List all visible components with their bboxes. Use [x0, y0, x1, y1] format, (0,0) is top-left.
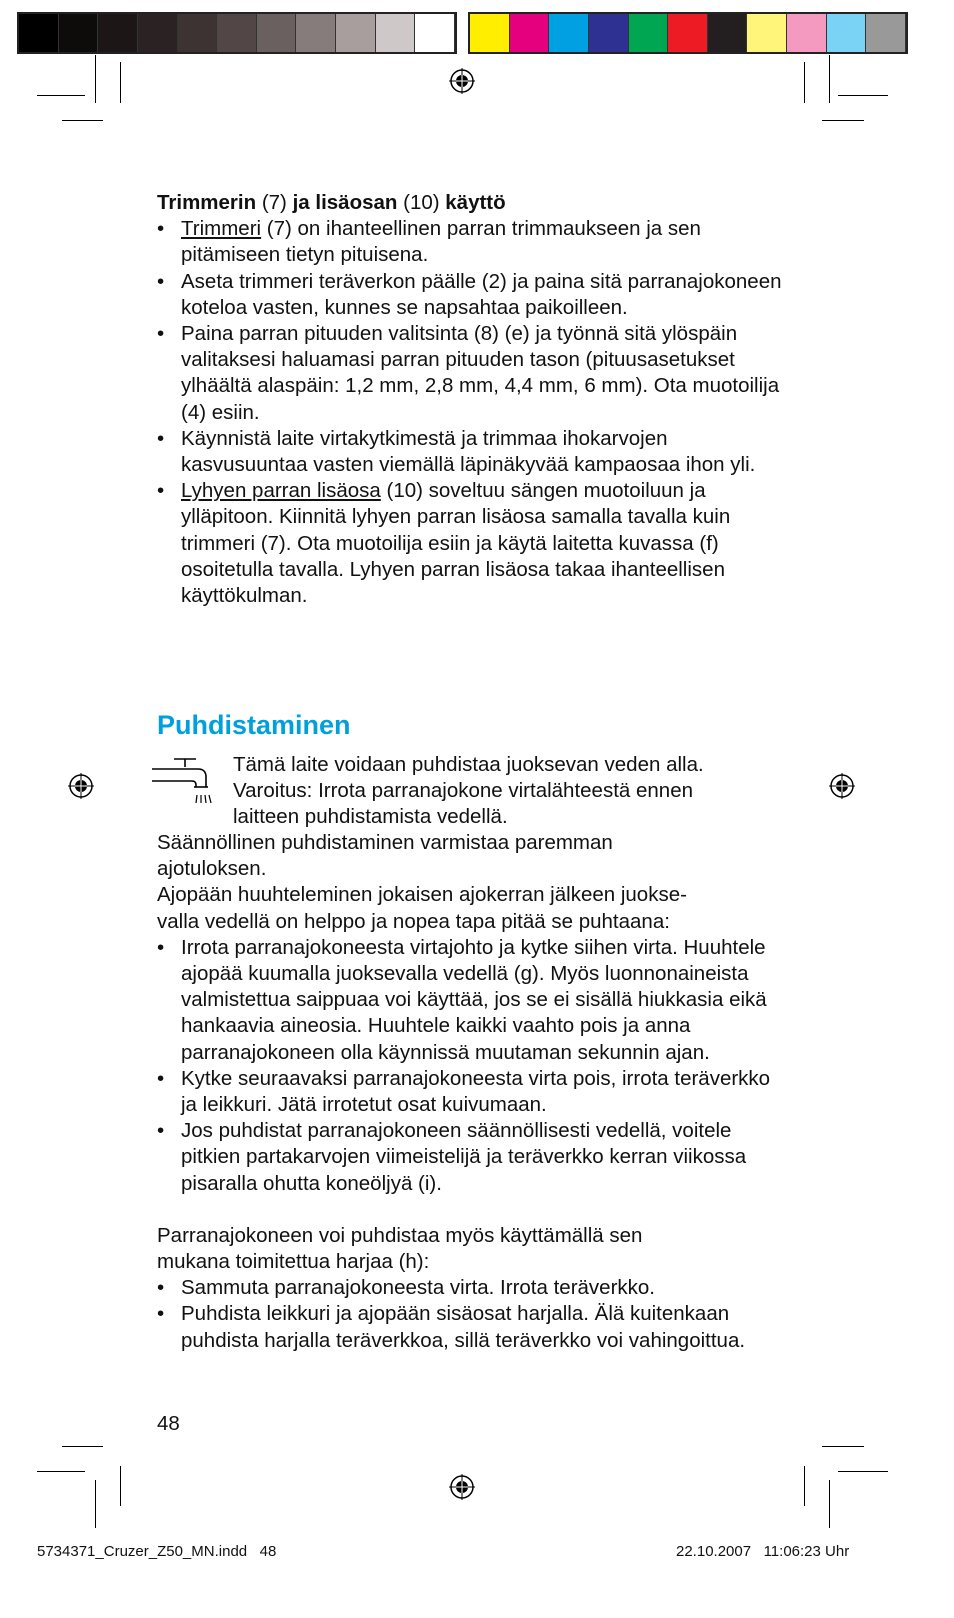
list-item — [157, 478, 797, 609]
cleaning-section — [157, 830, 777, 1354]
registration-mark-icon — [449, 1474, 475, 1500]
crop-mark — [95, 55, 96, 103]
color-swatch — [668, 14, 708, 52]
list-item-text: (7) on ihanteellinen parran trimmaukseen ja sen pitämiseen tietyn pituisena. — [181, 217, 701, 267]
list-item: • Jos puhdistat parranajokoneen säännöllisesti vedellä, voitele pitkien partakarvojen viimeistelijä ja teräverkko kerran viikossa pisaralla ohutta koneöljyä (i). — [157, 1118, 777, 1197]
color-calibration-bar-grayscale — [17, 12, 457, 54]
crop-mark — [829, 55, 830, 103]
color-swatch — [59, 14, 99, 52]
intro-line: Tämä laite voidaan puhdistaa juoksevan veden alla. — [233, 753, 704, 776]
color-swatch — [510, 14, 550, 52]
brush-bullet-list — [157, 1275, 777, 1354]
underlined-term: Trimmeri — [181, 217, 262, 241]
crop-mark — [62, 1446, 103, 1447]
trimmer-section-title — [157, 190, 797, 216]
crop-mark — [838, 1471, 888, 1472]
color-swatch — [336, 14, 376, 52]
color-swatch — [138, 14, 178, 52]
footer-timestamp: 22.10.2007 11:06:23 Uhr — [676, 1543, 850, 1560]
footer-file-slug: 5734371_Cruzer_Z50_MN.indd 48 — [37, 1543, 277, 1560]
paragraph: Säännöllinen puhdistaminen varmistaa paremman ajotuloksen. — [157, 831, 613, 881]
registration-mark-icon — [449, 68, 475, 94]
list-item: • Puhdista leikkuri ja ajopään sisäosat harjalla. Älä kuitenkaan puhdista harjalla teräverkkoa, sillä teräverkko voi vahingoittua. — [157, 1301, 777, 1353]
title-part: (10) — [397, 191, 446, 214]
color-swatch — [708, 14, 748, 52]
title-part: käyttö — [445, 191, 506, 214]
crop-mark — [95, 1480, 96, 1528]
crop-mark — [822, 120, 864, 121]
title-part: Trimmerin — [157, 191, 257, 214]
list-item: • Käynnistä laite virtakytkimestä ja trimmaa ihokarvojen kasvusuuntaa vasten viemällä läpinäkyvää kampaosaa ihon yli. — [157, 426, 797, 478]
list-item: • Aseta trimmeri teräverkon päälle (2) ja paina sitä parranajokoneen koteloa vasten, kunnes se napsahtaa paikoilleen. — [157, 269, 797, 321]
color-swatch — [296, 14, 336, 52]
crop-mark — [829, 1480, 830, 1528]
crop-mark — [120, 1466, 121, 1506]
color-swatch — [549, 14, 589, 52]
crop-mark — [804, 62, 805, 103]
crop-mark — [62, 120, 103, 121]
trimmer-section — [157, 190, 797, 609]
crop-mark — [838, 95, 888, 96]
intro-line: laitteen puhdistamista vedellä. — [233, 805, 508, 829]
crop-mark — [37, 1471, 85, 1472]
registration-mark-icon — [68, 773, 94, 799]
title-part: ja lisäosan — [292, 191, 398, 214]
registration-mark-icon — [829, 773, 855, 799]
list-item — [157, 216, 797, 268]
color-swatch — [98, 14, 138, 52]
intro-line: Varoitus: Irrota parranajokone virtalähteestä ennen — [233, 779, 694, 803]
list-item: • Sammuta parranajokoneesta virta. Irrota teräverkko. — [157, 1275, 777, 1301]
crop-mark — [804, 1466, 805, 1506]
list-item: • Paina parran pituuden valitsinta (8) (e) ja työnnä sitä ylöspäin valitaksesi haluamasi parran pituuden tason (pituusasetukset ylhäältä alaspäin: 1,2 mm, 2,8 mm, 4,4 mm, 6 mm). Ota muotoilija (4) esiin. — [157, 321, 797, 426]
color-swatch — [470, 14, 510, 52]
list-item: • Irrota parranajokoneesta virtajohto ja kytke siihen virta. Huuhtele ajopää kuumalla juoksevalla vedellä (g). Myös luonnonaineista valmistettua saippuaa voi käyttää, jos se ei sisällä hiukkasia eikä hankaavia aineosia. Huuhtele kaikki vaahto pois ja anna parranajokoneen olla käynnissä muutaman sekunnin ajan. — [157, 935, 777, 1066]
color-swatch — [415, 14, 455, 52]
crop-mark — [822, 1446, 864, 1447]
underlined-term: Lyhyen parran lisäosa — [181, 479, 381, 503]
color-calibration-bar-color — [468, 12, 908, 54]
trimmer-bullet-list — [157, 216, 797, 609]
cleaning-intro — [233, 752, 793, 831]
faucet-water-icon — [152, 757, 216, 817]
color-swatch — [257, 14, 297, 52]
list-item-text: (10) soveltuu sängen muotoiluun ja ylläpitoon. Kiinnitä lyhyen parran lisäosa samalla tavalla kuin trimmeri (7). Ota muotoilija esiin ja käytä laitetta kuvassa (f) osoitetulla tavalla. Lyhyen parran lisäosa takaa ihanteellisen käyttökulman. — [181, 479, 731, 608]
section-heading: Puhdistaminen — [157, 710, 351, 740]
color-swatch — [629, 14, 669, 52]
color-swatch — [827, 14, 867, 52]
crop-mark — [120, 62, 121, 103]
cleaning-bullet-list — [157, 935, 777, 1197]
color-swatch — [747, 14, 787, 52]
list-item: • Kytke seuraavaksi parranajokoneesta virta pois, irrota teräverkko ja leikkuri. Jätä irrotetut osat kuivumaan. — [157, 1066, 777, 1118]
page-number: 48 — [157, 1412, 180, 1435]
color-swatch — [19, 14, 59, 52]
crop-mark — [37, 95, 85, 96]
paragraph-line: Ajopään huuhteleminen jokaisen ajokerran jälkeen juokse- — [157, 883, 687, 907]
color-swatch — [866, 14, 906, 52]
color-swatch — [376, 14, 416, 52]
color-swatch — [589, 14, 629, 52]
paragraph: Parranajokoneen voi puhdistaa myös käyttämällä sen mukana toimitettua harjaa (h): — [157, 1223, 643, 1274]
color-swatch — [787, 14, 827, 52]
color-swatch — [178, 14, 218, 52]
paragraph-line: valla vedellä on helppo ja nopea tapa pitää se puhtaana: — [157, 909, 670, 933]
color-swatch — [217, 14, 257, 52]
title-part: (7) — [256, 191, 293, 214]
